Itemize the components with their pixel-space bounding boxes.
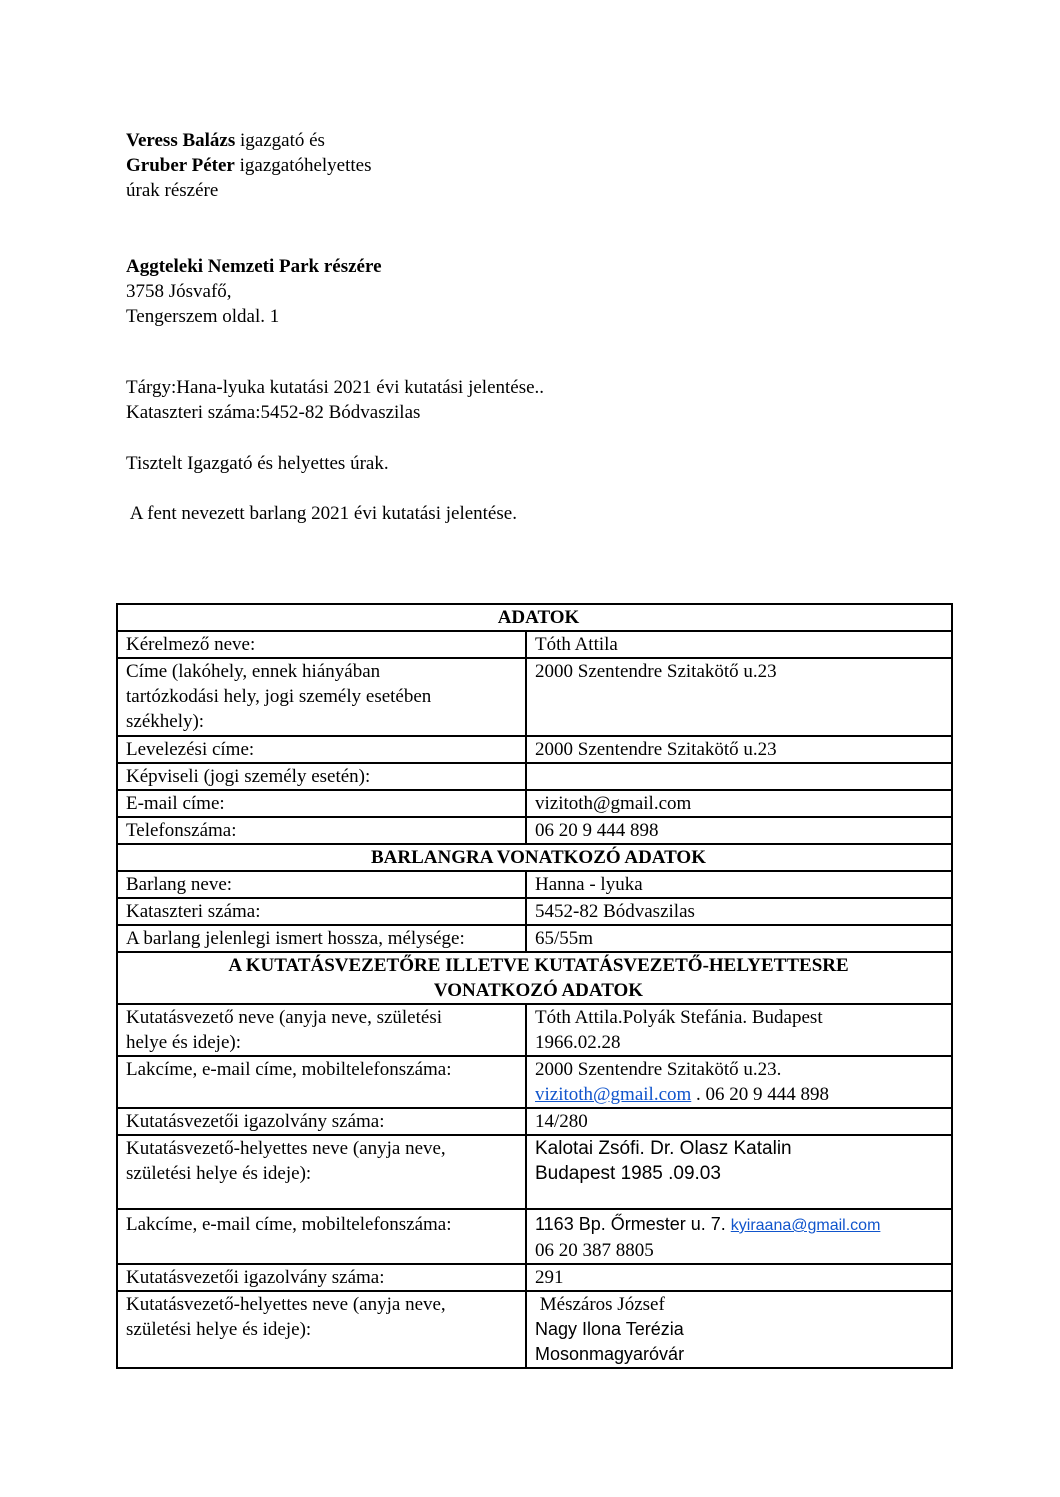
table-row (117, 817, 952, 844)
row-value: Tóth Attila (526, 631, 952, 658)
section-header-row (117, 952, 952, 1004)
recipients-block (126, 128, 372, 203)
cadastre-line: Kataszteri száma:5452-82 Bódvaszilas (126, 402, 421, 423)
section-header-barlang: BARLANGRA VONATKOZÓ ADATOK (117, 844, 952, 871)
greeting: Tisztelt Igazgató és helyettes úrak. (126, 453, 389, 474)
row-label: Képviseli (jogi személy esetén): (117, 763, 526, 790)
table-row (117, 763, 952, 790)
row-label: A barlang jelenlegi ismert hossza, mélysége: (117, 925, 526, 952)
row-value: 2000 Szentendre Szitakötő u.23 (526, 736, 952, 763)
subject-block (126, 375, 544, 425)
recipient-name-1: Veress Balázs (126, 130, 236, 151)
row-value: Tóth Attila.Polyák Stefánia. Budapest 1966.02.28 (526, 1004, 952, 1056)
email-link[interactable]: kyiraana@gmail.com (730, 1217, 881, 1234)
address-street: Tengerszem oldal. 1 (126, 306, 280, 327)
row-label: Kérelmező neve: (117, 631, 526, 658)
table-row (117, 1291, 952, 1368)
subject-line: Tárgy:Hana-lyuka kutatási 2021 évi kutatási jelentése.. (126, 377, 545, 398)
recipient-line-3: úrak részére (126, 180, 219, 201)
table-row (117, 1108, 952, 1135)
row-label: Lakcíme, e-mail címe, mobiltelefonszáma: (117, 1056, 526, 1108)
table-row (117, 1004, 952, 1056)
section-header-kutatasvezeto: A KUTATÁSVEZETŐRE ILLETVE KUTATÁSVEZETŐ-HELYETTESRE VONATKOZÓ ADATOK (117, 952, 952, 1004)
row-label: Lakcíme, e-mail címe, mobiltelefonszáma: (117, 1209, 526, 1264)
section-header-row (117, 604, 952, 631)
table-row (117, 871, 952, 898)
row-value: Mészáros József Nagy Ilona Terézia Mosonmagyaróvár (526, 1291, 952, 1368)
address-org: Aggteleki Nemzeti Park részére (126, 256, 382, 277)
table-row (117, 658, 952, 736)
table-row (117, 790, 952, 817)
row-label: Címe (lakóhely, ennek hiányában tartózkodási hely, jogi személy esetében székhely): (117, 658, 526, 736)
section-header-adatok: ADATOK (117, 604, 952, 631)
row-value: 14/280 (526, 1108, 952, 1135)
row-value: 1163 Bp. Őrmester u. 7. kyiraana@gmail.com 06 20 387 8805 (526, 1209, 952, 1264)
row-value: 06 20 9 444 898 (526, 817, 952, 844)
row-label: Telefonszáma: (117, 817, 526, 844)
row-value: 291 (526, 1264, 952, 1291)
address-block (126, 254, 382, 329)
table-row (117, 1209, 952, 1264)
email-link[interactable]: vizitoth@gmail.com (535, 1084, 692, 1105)
table-row (117, 1264, 952, 1291)
recipient-line-2 (126, 153, 372, 178)
row-value: 5452-82 Bódvaszilas (526, 898, 952, 925)
row-label: Kutatásvezető-helyettes neve (anyja neve, születési helye és ideje): (117, 1135, 526, 1209)
section-header-row (117, 844, 952, 871)
row-label: Kutatásvezető-helyettes neve (anyja neve, születési helye és ideje): (117, 1291, 526, 1368)
table-row (117, 1135, 952, 1209)
table-row (117, 898, 952, 925)
row-label: E-mail címe: (117, 790, 526, 817)
row-label: Levelezési címe: (117, 736, 526, 763)
row-label: Barlang neve: (117, 871, 526, 898)
recipient-line-1 (126, 128, 372, 153)
row-value: 2000 Szentendre Szitakötő u.23. vizitoth@gmail.com . 06 20 9 444 898 (526, 1056, 952, 1108)
row-value: vizitoth@gmail.com (526, 790, 952, 817)
address-city: 3758 Jósvafő, (126, 281, 232, 302)
row-label: Kutatásvezető neve (anyja neve, születési helye és ideje): (117, 1004, 526, 1056)
row-value: 65/55m (526, 925, 952, 952)
table-row (117, 736, 952, 763)
row-value: Hanna - lyuka (526, 871, 952, 898)
table-row (117, 631, 952, 658)
table-row (117, 925, 952, 952)
intro-text: A fent nevezett barlang 2021 évi kutatási jelentése. (126, 503, 517, 524)
recipient-title-1: igazgató és (235, 130, 325, 151)
row-label: Kutatásvezetői igazolvány száma: (117, 1108, 526, 1135)
row-value: Kalotai Zsófi. Dr. Olasz Katalin Budapest 1985 .09.03 (526, 1135, 952, 1209)
row-value (526, 763, 952, 790)
row-label: Kutatásvezetői igazolvány száma: (117, 1264, 526, 1291)
recipient-title-2: igazgatóhelyettes (234, 155, 372, 176)
table-row (117, 1056, 952, 1108)
recipient-name-2: Gruber Péter (126, 155, 235, 176)
row-value: 2000 Szentendre Szitakötő u.23 (526, 658, 952, 736)
data-table (116, 603, 953, 1369)
row-label: Kataszteri száma: (117, 898, 526, 925)
